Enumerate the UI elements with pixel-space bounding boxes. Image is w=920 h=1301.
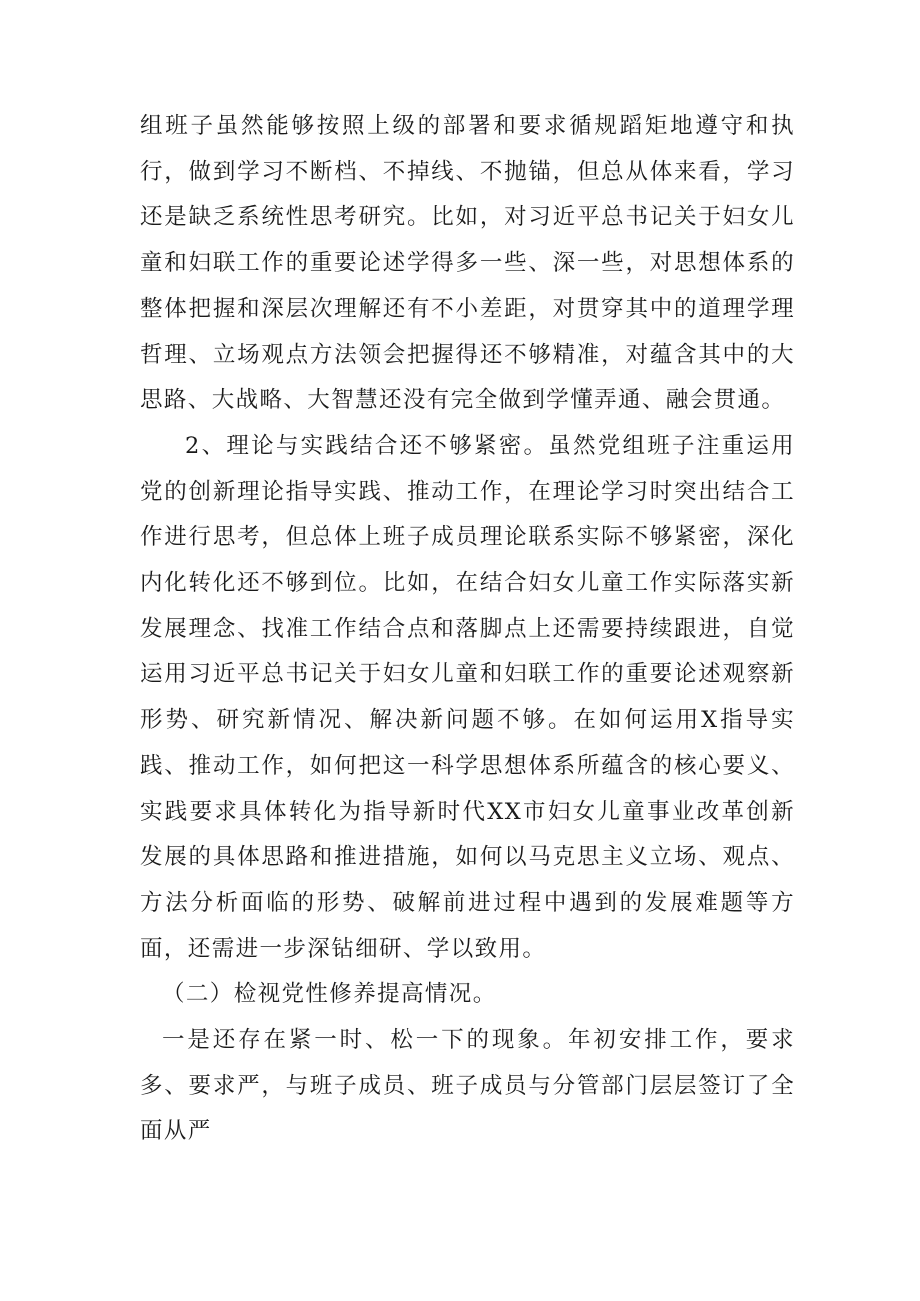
- paragraph-loose-tight: 一是还存在紧一时、松一下的现象。年初安排工作，要求多、要求严，与班子成员、班子成员与分管部门层层签订了全面从严: [140, 1027, 795, 1145]
- paragraph-study-system: 组班子虽然能够按照上级的部署和要求循规蹈矩地遵守和执行，做到学习不断档、不掉线、不抛锚，但总从体来看，学习还是缺乏系统性思考研究。比如，对习近平总书记关于妇女儿童和妇联工作的重要论述学得多一些、深一些，对思想体系的整体把握和深层次理解还有不小差距，对贯穿其中的道理学理哲理、立场观点方法领会把握得还不够精准，对蕴含其中的大思路、大战略、大智慧还没有完全做到学懂弄通、融会贯通。: [140, 113, 795, 414]
- document-body: [140, 104, 795, 1155]
- paragraph-theory-practice: 2、理论与实践结合还不够紧密。虽然党组班子注重运用党的创新理论指导实践、推动工作，在理论学习时突出结合工作进行思考，但总体上班子成员理论联系实际不够紧密，深化内化转化还不够到位。比如，在结合妇女儿童工作实际落实新发展理念、找准工作结合点和落脚点上还需要持续跟进，自觉运用习近平总书记关于妇女儿童和妇联工作的重要论述观察新形势、研究新情况、解决新问题不够。在如何运用X指导实践、推动工作，如何把这一科学思想体系所蕴含的核心要义、实践要求具体转化为指导新时代XX市妇女儿童事业改革创新发展的具体思路和推进措施，如何以马克思主义立场、观点、方法分析面临的形势、破解前进过程中遇到的发展难题等方面，还需进一步深钻细研、学以致用。: [140, 432, 795, 962]
- section-heading-party-spirit: （二）检视党性修养提高情况。: [162, 981, 497, 1008]
